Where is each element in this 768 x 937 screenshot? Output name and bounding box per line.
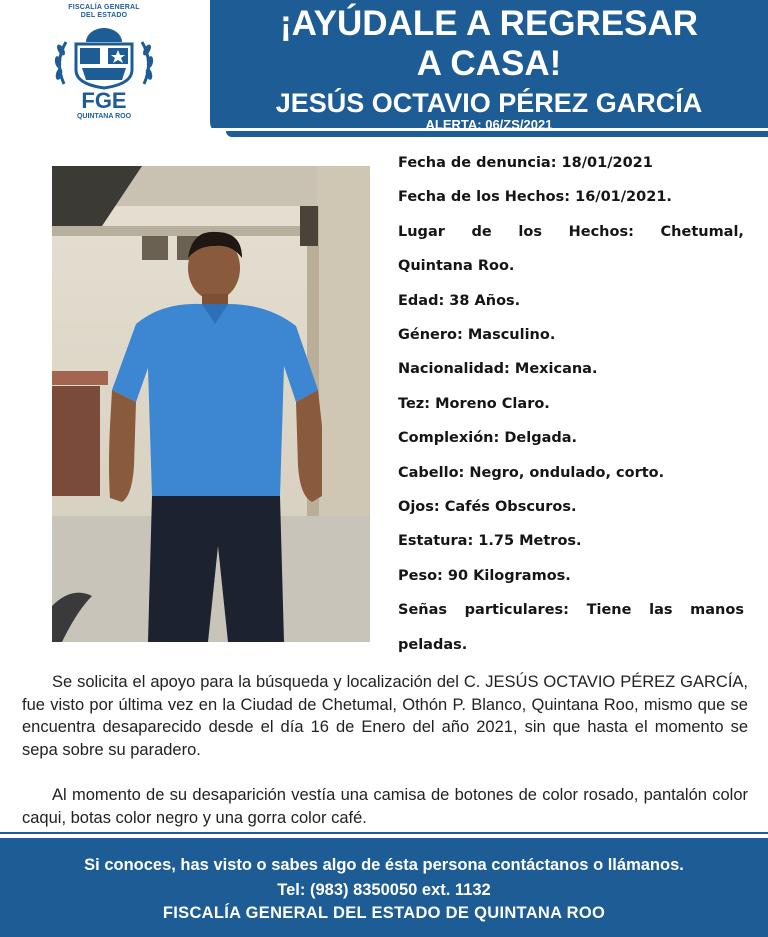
fge-logo [48, 4, 160, 140]
detail-tez: Tez: Moreno Claro. [398, 395, 550, 412]
detail-lugar-word-5: Chetumal, [660, 223, 744, 240]
clothing-description-paragraph: Al momento de su desaparición vestía una camisa de botones de color rosado, pantalón color caqui, botas color negro y una gorra color café. [22, 786, 748, 827]
detail-lugar-word-3: los [518, 223, 542, 240]
missing-person-photo [52, 166, 370, 642]
contact-footer [0, 838, 768, 937]
detail-fecha-denuncia: Fecha de denuncia: 18/01/2021 [398, 155, 653, 171]
headline [210, 4, 768, 84]
detail-peso: Peso: 90 Kilogramos. [398, 567, 571, 584]
search-request-paragraph: Se solicita el apoyo para la búsqueda y localización del C. JESÚS OCTAVIO PÉREZ GARCÍA, fue visto por última vez en la Ciudad de Chetumal, Othón P. Blanco, Quintana Roo, mismo que se encuentra desaparecido desde el día 16 de Enero del año 2021, sin que hasta el momento se sepa sobre su paradero. [22, 673, 748, 759]
detail-ojos: Ojos: Cafés Obscuros. [398, 499, 577, 516]
detail-senas-word-3: Tiene [586, 602, 632, 619]
detail-lugar-word-2: de [471, 223, 492, 240]
logo-top-text-1: FISCALÍA GENERAL [68, 4, 140, 11]
person-details-list [398, 146, 744, 662]
detail-edad: Edad: 38 Años. [398, 292, 521, 309]
detail-lugar-hechos [398, 215, 744, 249]
footer-contact-call: Si conoces, has visto o sabes algo de ésta persona contáctanos o llámanos. [84, 856, 684, 874]
detail-senas-particulares [398, 593, 744, 627]
footer-agency: FISCALÍA GENERAL DEL ESTADO DE QUINTANA ROO [162, 904, 606, 922]
detail-estatura: Estatura: 1.75 Metros. [398, 533, 582, 550]
detail-senas-word-1: Señas [398, 602, 448, 619]
detail-lugar-word-1: Lugar [398, 223, 445, 240]
person-photo-icon [52, 166, 370, 642]
logo-acronym: FGE [81, 88, 127, 112]
logo-bottom-text: QUINTANA ROO [76, 113, 132, 120]
missing-person-name: JESÚS OCTAVIO PÉREZ GARCÍA [275, 88, 703, 118]
coat-of-arms-icon [52, 22, 156, 112]
detail-senas-word-4: las [649, 602, 673, 619]
detail-senas-particulares-cont: peladas. [398, 636, 468, 653]
detail-fecha-hechos: Fecha de los Hechos: 16/01/2021. [398, 189, 672, 206]
alert-code: ALERTA: 06/ZS/2021 [425, 117, 553, 132]
detail-lugar-hechos-cont: Quintana Roo. [398, 258, 515, 275]
detail-cabello: Cabello: Negro, ondulado, corto. [398, 464, 665, 481]
detail-complexion: Complexión: Delgada. [398, 430, 578, 447]
detail-senas-word-2: particulares: [464, 602, 569, 619]
detail-senas-word-5: manos [690, 602, 744, 619]
headline-line-2: A CASA! [416, 44, 562, 83]
logo-top-text-2: DEL ESTADO [80, 12, 128, 19]
detail-genero: Género: Masculino. [398, 327, 556, 344]
headline-line-1: ¡AYÚDALE A REGRESAR [279, 4, 699, 43]
detail-nacionalidad: Nacionalidad: Mexicana. [398, 361, 598, 378]
footer-phone: Tel: (983) 8350050 ext. 1132 [277, 881, 491, 899]
detail-lugar-word-4: Hechos: [568, 223, 634, 240]
